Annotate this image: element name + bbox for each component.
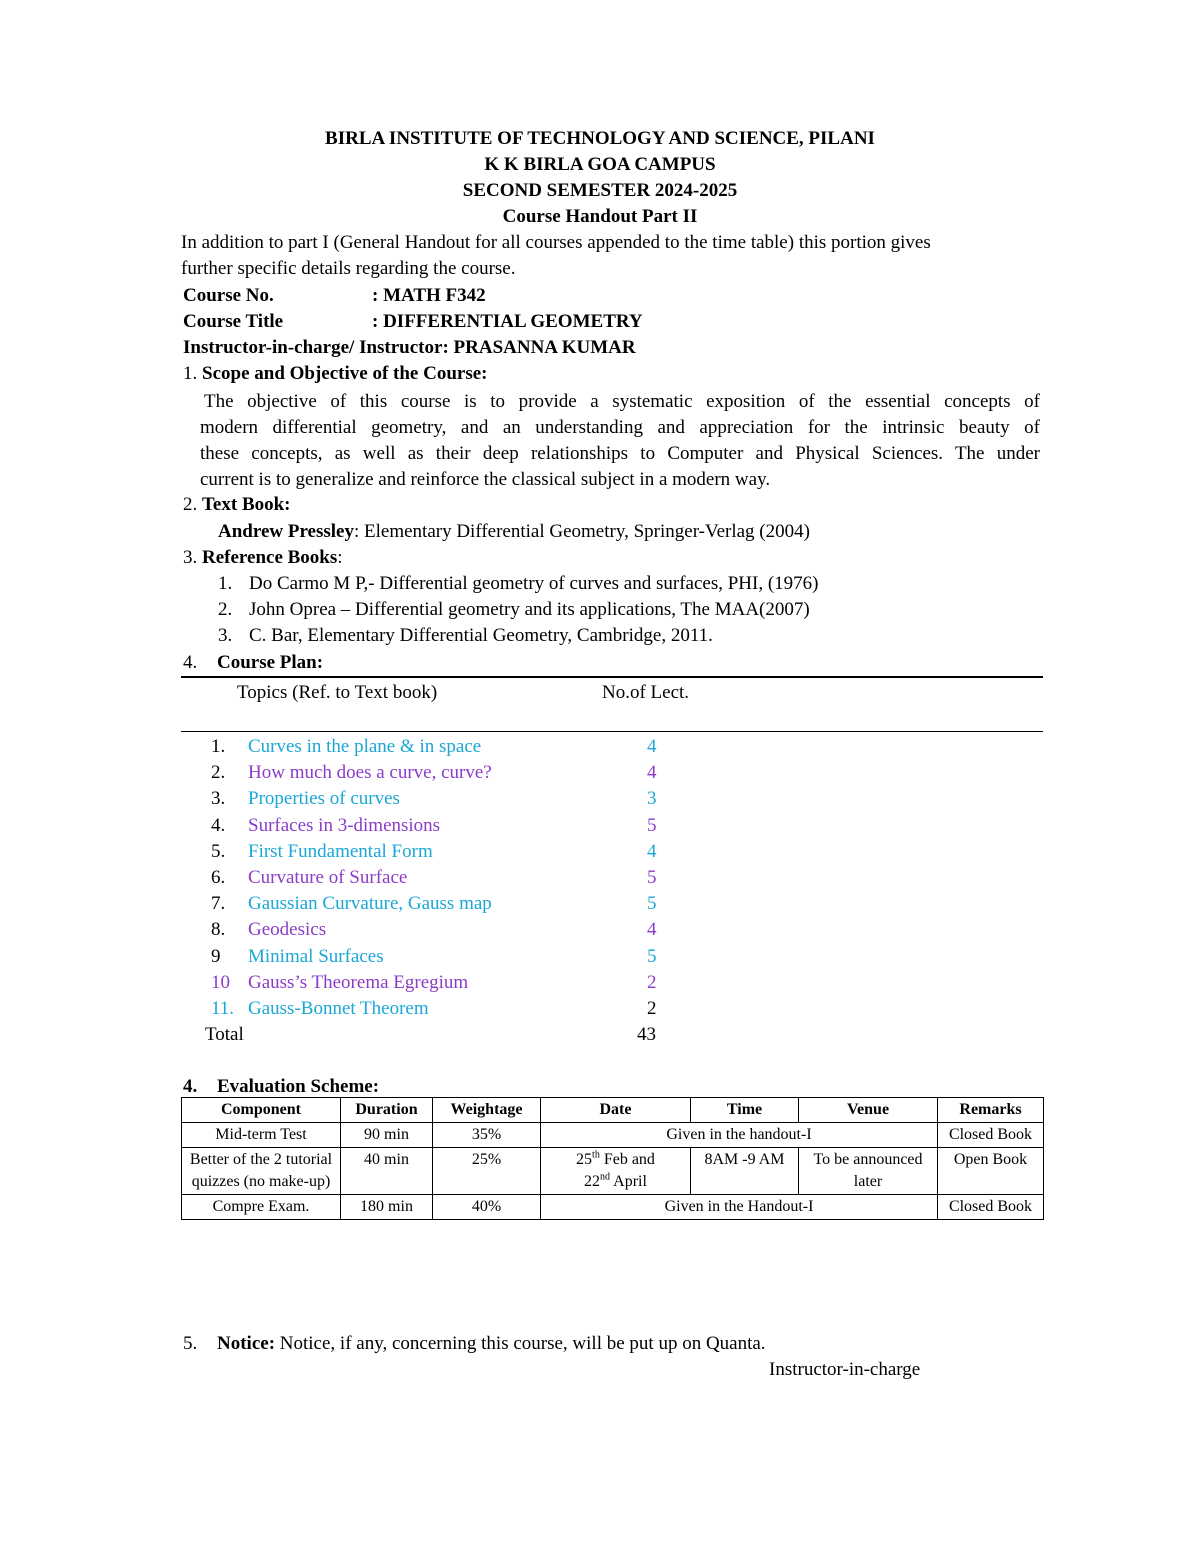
notice-number: 5. [183,1333,198,1354]
table-header-row [182,1098,1044,1123]
references-colon: : [337,547,343,568]
cell-venue: To be announced later [799,1148,938,1195]
cell-schedule: Given in the Handout-I [541,1195,938,1220]
plan-row-lectures: 2 [647,998,657,1019]
plan-row-number: 1. [211,736,226,757]
course-title-value: : DIFFERENTIAL GEOMETRY [372,311,643,332]
evaluation-number: 4. [183,1076,198,1097]
reference-item [218,573,819,595]
plan-title: Course Plan: [217,652,324,673]
cell-weightage: 40% [433,1195,541,1220]
plan-row-lectures: 5 [647,867,657,888]
plan-row-lectures: 2 [647,972,657,993]
plan-row-topic: Geodesics [248,919,327,940]
cell-schedule: Given in the handout-I [541,1123,938,1148]
references-heading [183,547,343,569]
instructor-line [183,337,636,359]
plan-row-number: 10 [211,972,230,993]
plan-row-topic: Gauss’s Theorema Egregium [248,972,469,993]
reference-number: 1. [218,573,233,594]
course-no-value: : MATH F342 [372,285,486,306]
plan-total-value: 43 [637,1024,656,1045]
plan-row-number: 2. [211,762,226,783]
plan-row-lectures: 4 [647,762,657,783]
cell-remarks: Closed Book [938,1195,1044,1220]
plan-row-topic: Surfaces in 3-dimensions [248,815,441,836]
textbook-number: 2. [183,494,198,515]
plan-row-number: 5. [211,841,226,862]
reference-number: 3. [218,625,233,646]
plan-row-lectures: 5 [647,815,657,836]
scope-title: Scope and Objective of the Course: [202,363,488,384]
cell-component: Better of the 2 tutorial quizzes (no make-up) [182,1148,341,1195]
notice-line [183,1333,766,1355]
plan-total-label: Total [205,1024,244,1045]
header-venue: Venue [799,1098,938,1123]
plan-row-topic: Minimal Surfaces [248,946,384,967]
textbook-heading [183,494,291,516]
textbook-detail: : Elementary Differential Geometry, Springer-Verlag (2004) [353,521,810,542]
scope-line: modern differential geometry, and an understanding and appreciation for the intrinsic beauty of [200,417,1040,438]
evaluation-heading [183,1076,379,1098]
cell-component: Compre Exam. [182,1195,341,1220]
cell-remarks: Open Book [938,1148,1044,1195]
cell-duration: 90 min [341,1123,433,1148]
header-duration: Duration [341,1098,433,1123]
plan-heading [183,652,323,674]
textbook-author: Andrew Pressley [218,521,354,542]
plan-row-number: 9 [211,946,221,967]
plan-row-number: 11. [211,998,235,1019]
scope-number: 1. [183,363,198,384]
course-no-label: Course No. [183,285,274,306]
cell-weightage: 35% [433,1123,541,1148]
scope-heading [183,363,488,385]
plan-row-topic: Gauss-Bonnet Theorem [248,998,429,1019]
header-weightage: Weightage [433,1098,541,1123]
scope-line: The objective of this course is to provide a systematic exposition of the essential concepts of [204,391,1040,412]
notice-label: Notice: [217,1333,276,1354]
plan-row-topic: Properties of curves [248,788,400,809]
plan-row-lectures: 5 [647,893,657,914]
cell-duration: 180 min [341,1195,433,1220]
plan-number: 4. [183,652,198,673]
cell-weightage: 25% [433,1148,541,1195]
textbook-title: Text Book: [202,494,291,515]
evaluation-title: Evaluation Scheme: [217,1076,380,1097]
references-number: 3. [183,547,198,568]
campus-name: K K BIRLA GOA CAMPUS [484,154,716,175]
cell-remarks: Closed Book [938,1123,1044,1148]
references-title: Reference Books [202,547,338,568]
scope-paragraph [200,389,1040,493]
intro-line-2: further specific details regarding the course. [181,258,516,279]
plan-row-number: 7. [211,893,226,914]
cell-component: Mid-term Test [182,1123,341,1148]
date-first: 25th Feb and [576,1149,655,1168]
instructor-name: PRASANNA KUMAR [453,337,636,358]
table-row [182,1123,1044,1148]
cell-date [541,1148,691,1195]
signature: Instructor-in-charge [769,1359,921,1380]
semester: SECOND SEMESTER 2024-2025 [462,180,738,201]
intro-line-1: In addition to part I (General Handout for all courses appended to the time table) this portion gives [181,232,931,253]
plan-row-lectures: 4 [647,736,657,757]
header-component: Component [182,1098,341,1123]
plan-col-lectures: No.of Lect. [602,682,690,703]
plan-top-rule [181,676,1043,678]
reference-text: C. Bar, Elementary Differential Geometry, Cambridge, 2011. [249,625,713,646]
cell-duration: 40 min [341,1148,433,1195]
plan-row-number: 3. [211,788,226,809]
instructor-label: Instructor-in-charge/ Instructor: [183,337,449,358]
reference-text: Do Carmo M P,- Differential geometry of curves and surfaces, PHI, (1976) [249,573,819,594]
scope-line: these concepts, as well as their deep relationships to Computer and Physical Sciences. The under [200,443,1040,464]
scope-line: current is to generalize and reinforce the classical subject in a modern way. [200,469,771,490]
cell-time: 8AM -9 AM [691,1148,799,1195]
table-row [182,1195,1044,1220]
institute-name: BIRLA INSTITUTE OF TECHNOLOGY AND SCIENCE, PILANI [325,128,875,149]
plan-header-rule [181,731,1043,732]
plan-row-topic: Curves in the plane & in space [248,736,482,757]
plan-row-topic: Curvature of Surface [248,867,408,888]
plan-row-topic: Gaussian Curvature, Gauss map [248,893,492,914]
textbook-entry [218,521,810,543]
header-remarks: Remarks [938,1098,1044,1123]
plan-row-number: 8. [211,919,226,940]
plan-row-lectures: 5 [647,946,657,967]
plan-row-number: 4. [211,815,226,836]
table-row [182,1148,1044,1195]
notice-text: Notice, if any, concerning this course, will be put up on Quanta. [275,1333,766,1354]
reference-item [218,625,713,647]
evaluation-table [181,1097,1044,1220]
reference-text: John Oprea – Differential geometry and its applications, The MAA(2007) [249,599,810,620]
plan-col-topics: Topics (Ref. to Text book) [237,682,438,703]
handout-title: Course Handout Part II [502,206,698,227]
date-second: 22nd April [584,1171,647,1190]
plan-row-lectures: 4 [647,919,657,940]
reference-item [218,599,810,621]
header-time: Time [691,1098,799,1123]
course-title-label: Course Title [183,311,284,332]
header-date: Date [541,1098,691,1123]
plan-row-topic: How much does a curve, curve? [248,762,492,783]
plan-row-number: 6. [211,867,226,888]
plan-row-lectures: 3 [647,788,657,809]
plan-row-lectures: 4 [647,841,657,862]
plan-row-topic: First Fundamental Form [248,841,433,862]
reference-number: 2. [218,599,233,620]
